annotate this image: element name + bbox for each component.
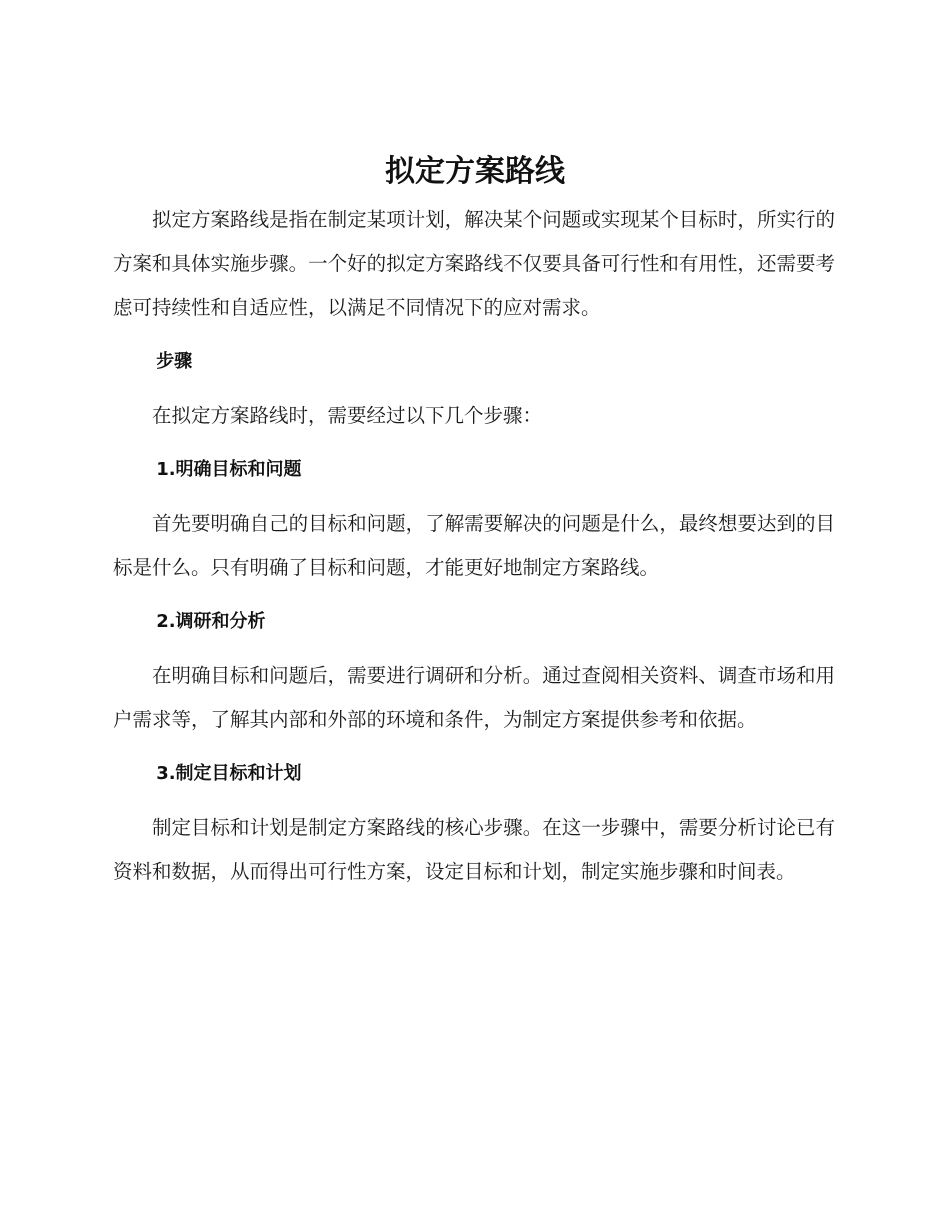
document-body — [113, 198, 835, 894]
steps-intro-paragraph: 在拟定方案路线时，需要经过以下几个步骤： — [152, 404, 543, 427]
section-heading-2: 2.调研和分析 — [156, 611, 266, 632]
section-body-2: 在明确目标和问题后，需要进行调研和分析。通过查阅相关资料、调查市场和用户需求等，了解其内部和外部的环境和条件，为制定方案提供参考和依据。 — [113, 664, 835, 731]
section-heading-3: 3.制定目标和计划 — [156, 763, 302, 784]
intro-paragraph: 拟定方案路线是指在制定某项计划，解决某个问题或实现某个目标时，所实行的方案和具体实施步骤。一个好的拟定方案路线不仅要具备可行性和有用性，还需要考虑可持续性和自适应性，以满足不同情况下的应对需求。 — [113, 208, 835, 319]
section-body-1: 首先要明确自己的目标和问题，了解需要解决的问题是什么，最终想要达到的目标是什么。只有明确了目标和问题，才能更好地制定方案路线。 — [113, 512, 835, 579]
page-title: 拟定方案路线 — [385, 154, 565, 189]
steps-heading: 步骤 — [156, 351, 193, 372]
section-heading-1: 1.明确目标和问题 — [156, 459, 302, 480]
section-body-3: 制定目标和计划是制定方案路线的核心步骤。在这一步骤中，需要分析讨论已有资料和数据，从而得出可行性方案，设定目标和计划，制定实施步骤和时间表。 — [113, 816, 835, 883]
